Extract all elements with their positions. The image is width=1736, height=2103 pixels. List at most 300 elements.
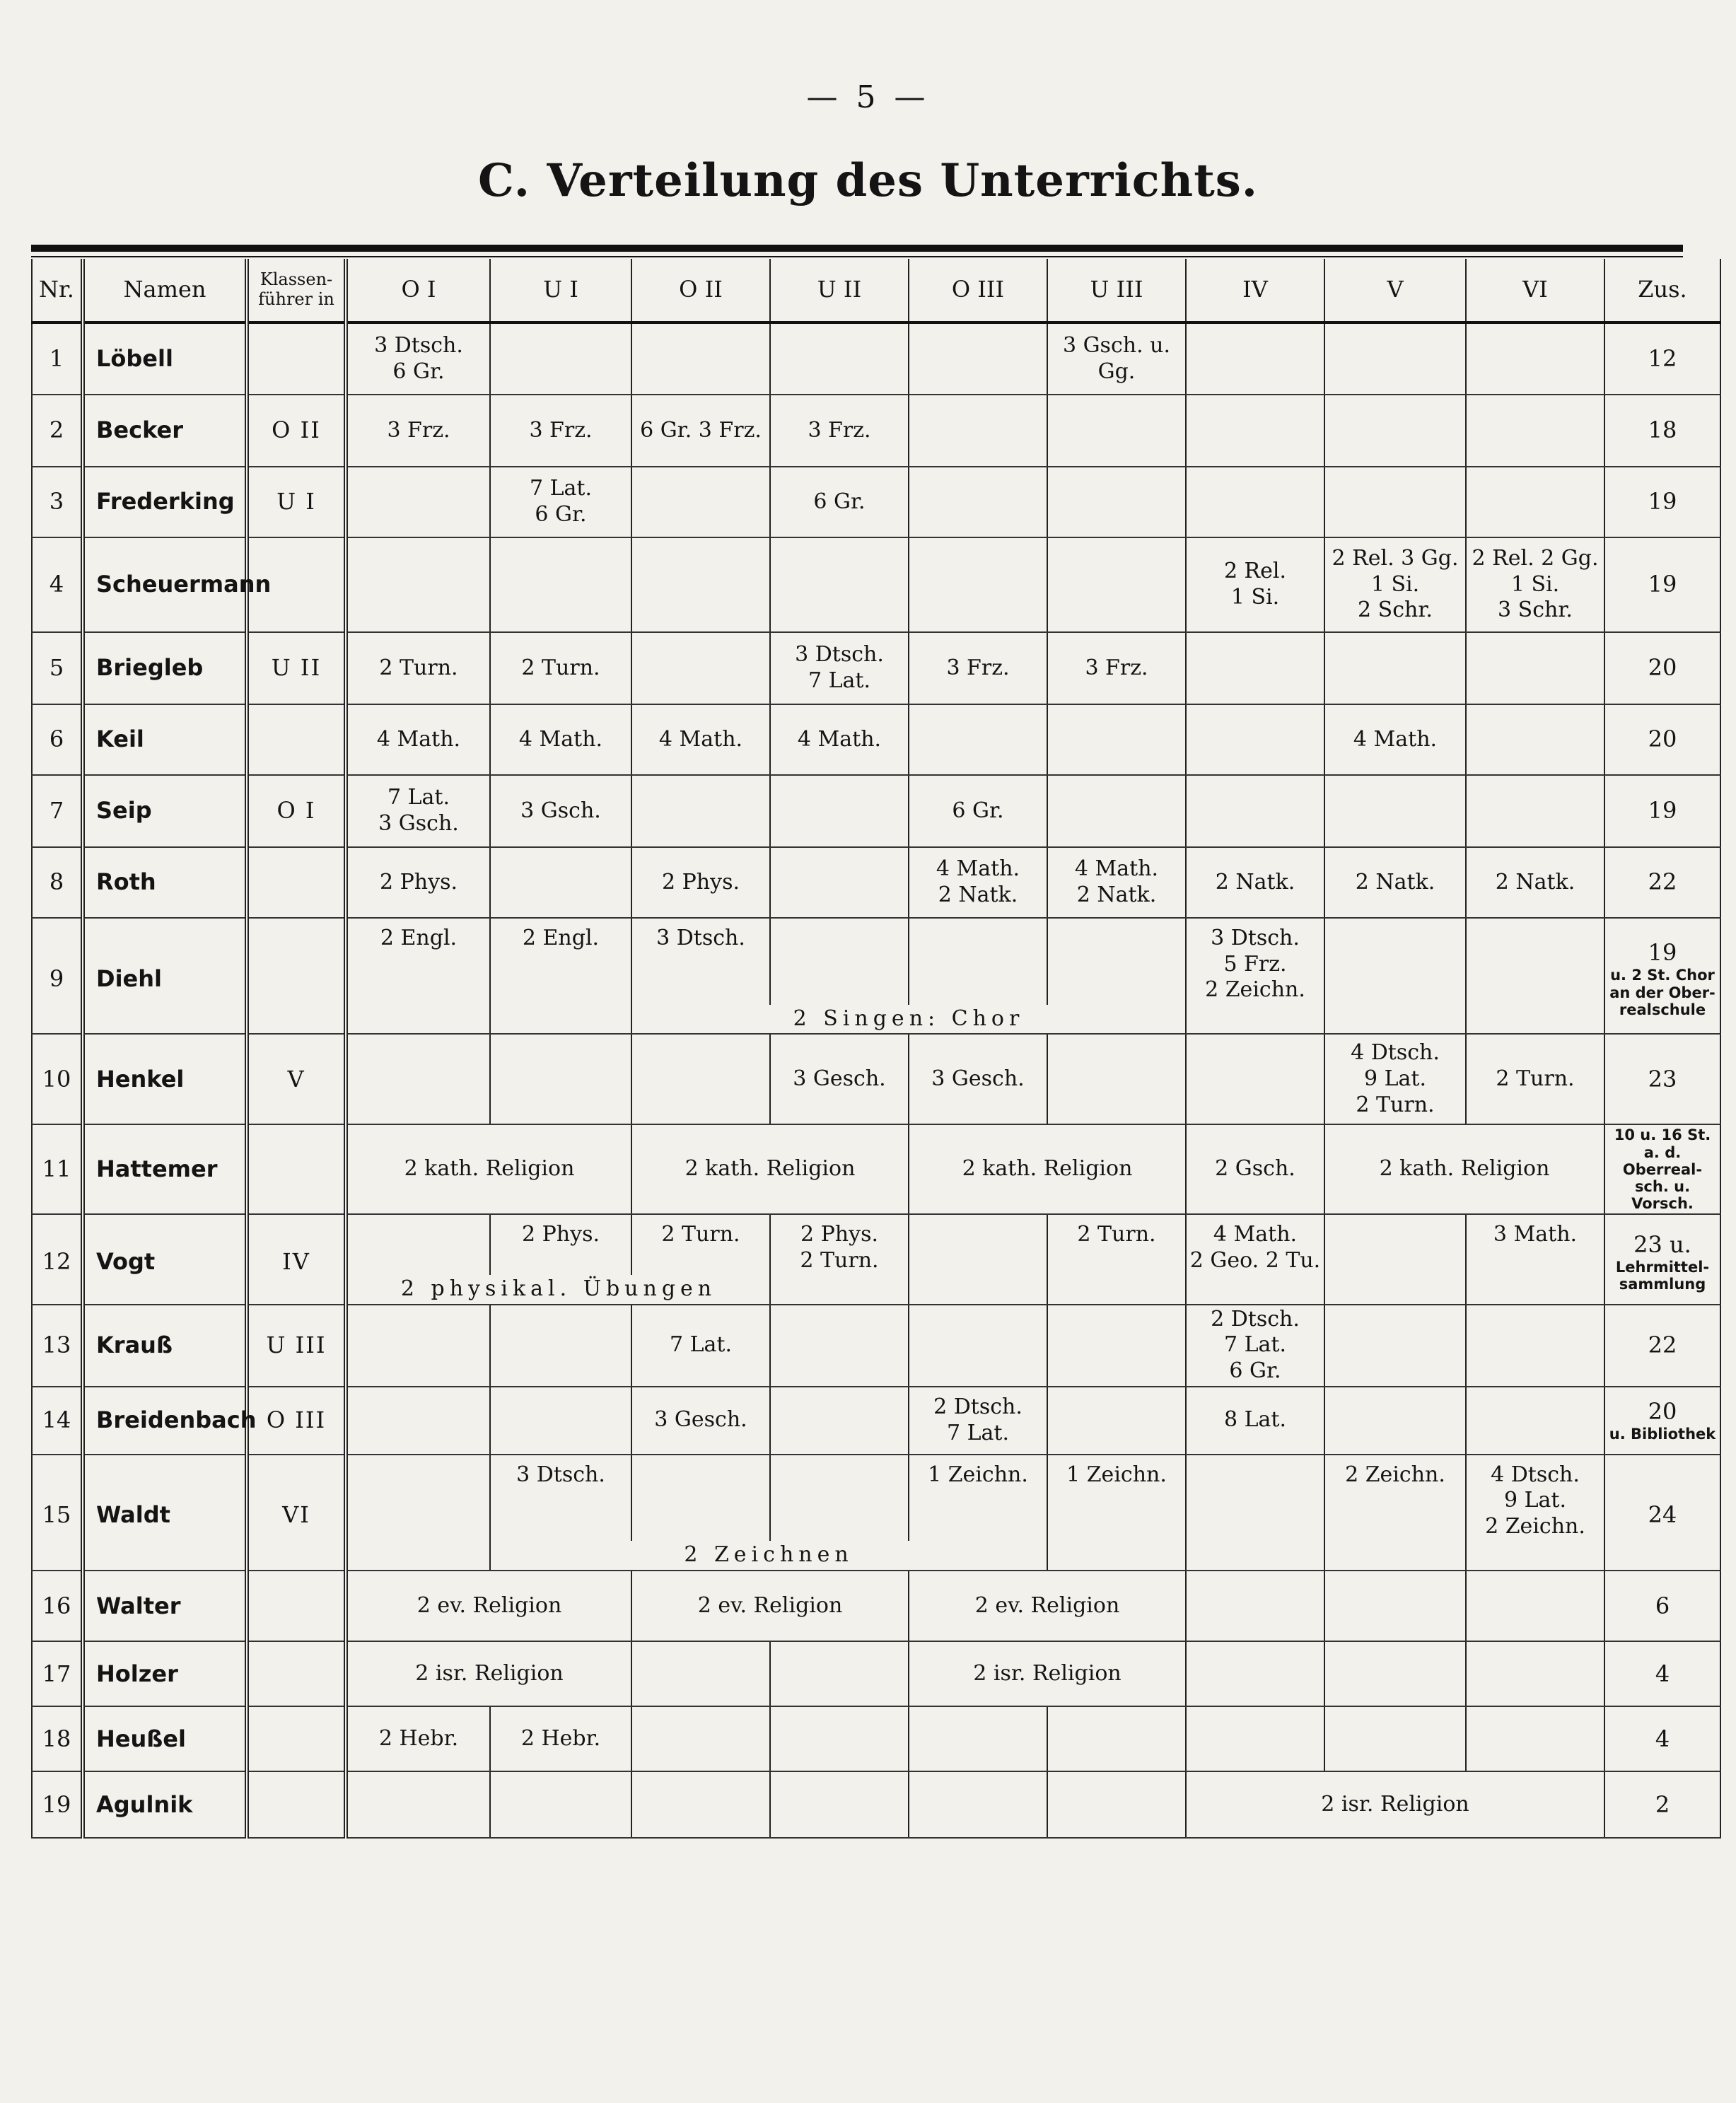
subject-cell xyxy=(770,1771,909,1838)
subject-span-cell: 2 kath. Religion xyxy=(1324,1124,1604,1214)
table-row xyxy=(32,1455,1720,1542)
class-teacher-of: U I xyxy=(247,467,346,537)
header-row xyxy=(32,259,1720,322)
subject-cell-uiii xyxy=(1047,395,1186,467)
subject-cell xyxy=(1186,1571,1324,1641)
teacher-name: Holzer xyxy=(83,1641,247,1706)
subject-cell-vi xyxy=(1466,1706,1604,1771)
teacher-name: Frederking xyxy=(83,467,247,537)
table-row xyxy=(32,918,1720,1005)
subject-cell-v: 2 Rel. 3 Gg. 1 Si. 2 Schr. xyxy=(1324,537,1466,632)
total-value: 4 xyxy=(1655,1725,1670,1752)
class-teacher-of xyxy=(247,1571,346,1641)
subrow-spacer xyxy=(346,1541,490,1571)
table-body xyxy=(32,322,1720,1838)
subject-cell-iv xyxy=(1186,632,1324,704)
subrow-spacer xyxy=(346,1005,490,1035)
row-number: 19 xyxy=(32,1771,83,1838)
subject-cell-uii xyxy=(770,1305,909,1387)
class-teacher-of xyxy=(247,1706,346,1771)
total-value: 18 xyxy=(1648,416,1677,444)
header-oii: O II xyxy=(631,259,770,322)
teacher-name: Roth xyxy=(83,847,247,918)
header-nr: Nr. xyxy=(32,259,83,322)
subject-cell xyxy=(1324,1641,1466,1706)
subject-cell-v: 2 Natk. xyxy=(1324,847,1466,918)
subject-span-cell: 2 kath. Religion xyxy=(631,1124,909,1214)
subject-cell-vi xyxy=(1466,322,1604,395)
subject-cell-vi xyxy=(1466,775,1604,847)
subject-cell-uii xyxy=(770,918,909,1005)
class-teacher-of xyxy=(247,1641,346,1706)
subject-cell-ui xyxy=(490,322,631,395)
total-value: 23 u. xyxy=(1633,1231,1691,1259)
class-teacher-of xyxy=(247,704,346,775)
table-row xyxy=(32,322,1720,395)
subject-cell-oiii: 3 Frz. xyxy=(909,632,1047,704)
subject-span-cell: 2 ev. Religion xyxy=(631,1571,909,1641)
subject-span-cell: 2 isr. Religion xyxy=(909,1641,1186,1706)
table-row xyxy=(32,1771,1720,1838)
total-hours xyxy=(1604,1034,1720,1124)
subject-cell-v xyxy=(1324,322,1466,395)
subject-cell-iv: 2 Rel. 1 Si. xyxy=(1186,537,1324,632)
subject-cell-oi xyxy=(346,1305,490,1387)
total-value: 19 xyxy=(1648,797,1677,825)
teacher-name: Löbell xyxy=(83,322,247,395)
row-number: 14 xyxy=(32,1387,83,1455)
subject-cell-uii xyxy=(770,1387,909,1455)
total-hours xyxy=(1604,1387,1720,1455)
total-hours xyxy=(1604,1455,1720,1571)
subject-cell-ui xyxy=(490,537,631,632)
subject-cell-ui xyxy=(490,847,631,918)
subject-cell-ui xyxy=(490,1387,631,1455)
total-value: 23 xyxy=(1648,1065,1677,1093)
teacher-name: Becker xyxy=(83,395,247,467)
subject-cell-v: 2 Zeichn. xyxy=(1324,1455,1466,1542)
subject-cell-oii xyxy=(631,775,770,847)
total-value: 19 xyxy=(1648,939,1677,967)
subject-cell-vi: 3 Math. xyxy=(1466,1214,1604,1275)
row-number: 12 xyxy=(32,1214,83,1305)
subject-cell xyxy=(1466,1641,1604,1706)
class-teacher-of: O I xyxy=(247,775,346,847)
total-hours xyxy=(1604,632,1720,704)
row-number: 4 xyxy=(32,537,83,632)
subject-cell-oiii xyxy=(909,322,1047,395)
teacher-name: Waldt xyxy=(83,1455,247,1571)
subject-cell-uiii xyxy=(1047,704,1186,775)
subject-span-cell: 2 kath. Religion xyxy=(909,1124,1186,1214)
subject-cell-oiii: 2 Dtsch. 7 Lat. xyxy=(909,1387,1047,1455)
teacher-name: Heußel xyxy=(83,1706,247,1771)
subject-cell-v xyxy=(1324,632,1466,704)
row-number: 16 xyxy=(32,1571,83,1641)
subject-cell-oi: 2 Phys. xyxy=(346,847,490,918)
subject-cell-oi xyxy=(346,1455,490,1542)
total-value: 20 xyxy=(1648,726,1677,753)
subject-cell-oiii xyxy=(909,467,1047,537)
total-note: Lehrmittel-sammlung xyxy=(1615,1259,1710,1293)
subject-cell-oiii: 4 Math. 2 Natk. xyxy=(909,847,1047,918)
subject-cell-ui: 2 Turn. xyxy=(490,632,631,704)
teacher-name: Keil xyxy=(83,704,247,775)
total-hours xyxy=(1604,775,1720,847)
table-row xyxy=(32,847,1720,918)
subject-cell-oii: 3 Dtsch. xyxy=(631,918,770,1005)
class-teacher-of: U III xyxy=(247,1305,346,1387)
subject-span-cell: 2 isr. Religion xyxy=(346,1641,631,1706)
subject-cell-v xyxy=(1324,467,1466,537)
subject-cell xyxy=(1324,1571,1466,1641)
total-hours xyxy=(1604,537,1720,632)
heavy-rule xyxy=(31,245,1683,252)
subject-cell-uiii: 1 Zeichn. xyxy=(1047,1455,1186,1542)
table-row xyxy=(32,1214,1720,1275)
subject-cell-ui: 3 Gsch. xyxy=(490,775,631,847)
page-heading: C. Verteilung des Unterrichts. xyxy=(477,154,1259,207)
subrow-spacer xyxy=(1047,1541,1186,1571)
subject-cell-oi: 2 Engl. xyxy=(346,918,490,1005)
subject-cell-vi xyxy=(1466,1305,1604,1387)
teacher-name: Agulnik xyxy=(83,1771,247,1838)
header-uii: U II xyxy=(770,259,909,322)
subject-cell-oi xyxy=(346,1387,490,1455)
subject-cell-vi: 2 Rel. 2 Gg. 1 Si. 3 Schr. xyxy=(1466,537,1604,632)
subject-span-cell: 2 kath. Religion xyxy=(346,1124,631,1214)
total-hours xyxy=(1604,322,1720,395)
total-value: 12 xyxy=(1648,344,1677,372)
subrow-spacer xyxy=(909,1275,1047,1305)
subject-cell-vi xyxy=(1466,632,1604,704)
subject-cell-oii xyxy=(631,632,770,704)
total-value: 20 xyxy=(1648,1398,1677,1426)
subject-span-cell: 2 isr. Religion xyxy=(1186,1771,1604,1838)
subject-cell-oiii: 6 Gr. xyxy=(909,775,1047,847)
subrow-spacer xyxy=(770,1275,909,1305)
subject-cell-ui: 7 Lat. 6 Gr. xyxy=(490,467,631,537)
total-hours xyxy=(1604,847,1720,918)
subject-cell-oi: 3 Dtsch. 6 Gr. xyxy=(346,322,490,395)
subject-cell-uiii xyxy=(1047,537,1186,632)
subject-cell-vi: 4 Dtsch. 9 Lat. 2 Zeichn. xyxy=(1466,1455,1604,1542)
subject-cell-oii xyxy=(631,537,770,632)
subject-cell-ui: 2 Engl. xyxy=(490,918,631,1005)
header-v: V xyxy=(1324,259,1466,322)
subrow-spacer xyxy=(490,1005,631,1035)
total-value: 19 xyxy=(1648,571,1677,598)
subject-cell-uii: 3 Frz. xyxy=(770,395,909,467)
subject-cell-v xyxy=(1324,395,1466,467)
teacher-name: Krauß xyxy=(83,1305,247,1387)
total-hours xyxy=(1604,704,1720,775)
subject-cell xyxy=(1466,1571,1604,1641)
subject-cell-oi xyxy=(346,537,490,632)
subject-cell-oi xyxy=(346,467,490,537)
table-row xyxy=(32,775,1720,847)
subject-cell-v: 4 Dtsch. 9 Lat. 2 Turn. xyxy=(1324,1034,1466,1124)
subject-cell-oiii xyxy=(909,704,1047,775)
teacher-name: Seip xyxy=(83,775,247,847)
total-value: 20 xyxy=(1648,654,1677,682)
teacher-name: Breidenbach xyxy=(83,1387,247,1455)
subject-cell-uiii xyxy=(1047,775,1186,847)
subject-cell-oiii: 3 Gesch. xyxy=(909,1034,1047,1124)
table-row xyxy=(32,467,1720,537)
subject-cell-vi xyxy=(1466,395,1604,467)
total-value: 19 xyxy=(1648,488,1677,515)
subject-cell-oii: 4 Math. xyxy=(631,704,770,775)
subject-cell-oii: 7 Lat. xyxy=(631,1305,770,1387)
header-oiii: O III xyxy=(909,259,1047,322)
subject-cell-oi: 7 Lat. 3 Gsch. xyxy=(346,775,490,847)
header-vi: VI xyxy=(1466,259,1604,322)
subject-cell-uii xyxy=(770,775,909,847)
subject-cell-v xyxy=(1324,1214,1466,1275)
thin-rule xyxy=(31,256,1683,257)
subject-cell-uii xyxy=(770,537,909,632)
subject-cell-uiii xyxy=(1047,1034,1186,1124)
subject-cell-uii: 3 Dtsch. 7 Lat. xyxy=(770,632,909,704)
teacher-name: Henkel xyxy=(83,1034,247,1124)
subject-cell-vi xyxy=(1466,1387,1604,1455)
subject-cell-oii xyxy=(631,1455,770,1542)
row-number: 8 xyxy=(32,847,83,918)
subject-cell xyxy=(490,1771,631,1838)
row-number: 3 xyxy=(32,467,83,537)
subject-cell xyxy=(770,1641,909,1706)
subject-cell-oi: 2 Hebr. xyxy=(346,1706,490,1771)
class-teacher-of: O III xyxy=(247,1387,346,1455)
subject-cell xyxy=(909,1771,1047,1838)
subject-cell-oiii xyxy=(909,1305,1047,1387)
total-hours xyxy=(1604,1641,1720,1706)
row-number: 13 xyxy=(32,1305,83,1387)
header-oi: O I xyxy=(346,259,490,322)
subrow-spacer xyxy=(1466,1541,1604,1571)
subject-cell-uii xyxy=(770,322,909,395)
subject-cell xyxy=(631,1641,770,1706)
subject-cell-oi xyxy=(346,1034,490,1124)
subrow-spacer xyxy=(1324,1275,1466,1305)
subject-cell-ui: 4 Math. xyxy=(490,704,631,775)
total-hours xyxy=(1604,1571,1720,1641)
subject-cell-oi: 2 Turn. xyxy=(346,632,490,704)
subject-cell-uii xyxy=(770,1455,909,1542)
table-row xyxy=(32,1387,1720,1455)
subject-cell-oii xyxy=(631,322,770,395)
subject-cell-uiii xyxy=(1047,1706,1186,1771)
row-number: 6 xyxy=(32,704,83,775)
subject-cell-uii xyxy=(770,847,909,918)
subject-cell-uiii xyxy=(1047,918,1186,1005)
subject-span-cell: 2 ev. Religion xyxy=(346,1571,631,1641)
spanning-subject: 2 Singen: Chor xyxy=(631,1005,1186,1035)
subject-cell-ui: 3 Frz. xyxy=(490,395,631,467)
class-teacher-of xyxy=(247,918,346,1034)
subject-cell-oii: 2 Phys. xyxy=(631,847,770,918)
total-hours xyxy=(1604,1706,1720,1771)
class-teacher-of: U II xyxy=(247,632,346,704)
subject-cell-oiii xyxy=(909,918,1047,1005)
teacher-name: Vogt xyxy=(83,1214,247,1305)
teacher-name: Walter xyxy=(83,1571,247,1641)
total-hours xyxy=(1604,918,1720,1034)
table-row xyxy=(32,1641,1720,1706)
subject-cell-uiii: 3 Frz. xyxy=(1047,632,1186,704)
header-klassenfuehrer: Klassen-führer in xyxy=(247,259,346,322)
class-teacher-of xyxy=(247,847,346,918)
subject-cell-oi: 4 Math. xyxy=(346,704,490,775)
header-ui: U I xyxy=(490,259,631,322)
subject-cell-vi: 2 Turn. xyxy=(1466,1034,1604,1124)
class-teacher-of xyxy=(247,1124,346,1214)
subject-cell-uiii xyxy=(1047,1387,1186,1455)
subject-cell-v: 4 Math. xyxy=(1324,704,1466,775)
subject-cell-uii: 2 Phys. 2 Turn. xyxy=(770,1214,909,1275)
subject-cell-iv: 8 Lat. xyxy=(1186,1387,1324,1455)
row-number: 1 xyxy=(32,322,83,395)
subject-cell-uii: 6 Gr. xyxy=(770,467,909,537)
subject-cell-iv xyxy=(1186,395,1324,467)
subject-cell-v xyxy=(1324,1387,1466,1455)
subject-cell xyxy=(1047,1771,1186,1838)
total-value: 4 xyxy=(1655,1660,1670,1687)
class-teacher-of xyxy=(247,1771,346,1838)
subject-cell-oiii xyxy=(909,537,1047,632)
total-hours xyxy=(1604,1124,1720,1214)
subject-cell-oi xyxy=(346,1214,490,1275)
subject-cell xyxy=(631,1771,770,1838)
table-row xyxy=(32,1305,1720,1387)
subject-cell xyxy=(1186,1641,1324,1706)
subject-cell-oii: 3 Gesch. xyxy=(631,1387,770,1455)
distribution-table xyxy=(31,259,1721,1839)
subject-cell-ui xyxy=(490,1034,631,1124)
spanning-subject: 2 physikal. Übungen xyxy=(346,1275,770,1305)
spanning-subject: 2 Zeichnen xyxy=(490,1541,1047,1571)
teacher-name: Hattemer xyxy=(83,1124,247,1214)
class-teacher-of: O II xyxy=(247,395,346,467)
header-uiii: U III xyxy=(1047,259,1186,322)
table-row xyxy=(32,1706,1720,1771)
table-row xyxy=(32,704,1720,775)
subrow-spacer xyxy=(1466,1005,1604,1035)
subject-cell-uii: 3 Gesch. xyxy=(770,1034,909,1124)
class-teacher-of: VI xyxy=(247,1455,346,1571)
subject-cell-v xyxy=(1324,918,1466,1005)
subject-span-cell: 2 ev. Religion xyxy=(909,1571,1186,1641)
total-hours xyxy=(1604,467,1720,537)
table-row xyxy=(32,1124,1720,1214)
subject-cell-oiii: 1 Zeichn. xyxy=(909,1455,1047,1542)
total-value: 22 xyxy=(1648,868,1677,896)
subrow-spacer xyxy=(1186,1275,1324,1305)
total-value: 22 xyxy=(1648,1332,1677,1359)
subject-cell-uiii: 3 Gsch. u. Gg. xyxy=(1047,322,1186,395)
subject-cell-iv: 3 Dtsch. 5 Frz. 2 Zeichn. xyxy=(1186,918,1324,1005)
total-value: 6 xyxy=(1655,1592,1670,1619)
total-note: u. Bibliothek xyxy=(1609,1426,1716,1443)
subrow-spacer xyxy=(1047,1275,1186,1305)
subject-span-cell: 2 Gsch. xyxy=(1186,1124,1324,1214)
header-iv: IV xyxy=(1186,259,1324,322)
subject-cell-oii: 6 Gr. 3 Frz. xyxy=(631,395,770,467)
subject-cell-iv: 2 Dtsch. 7 Lat. 6 Gr. xyxy=(1186,1305,1324,1387)
row-number: 5 xyxy=(32,632,83,704)
total-value: 24 xyxy=(1648,1501,1677,1529)
subject-cell-uiii: 2 Turn. xyxy=(1047,1214,1186,1275)
subject-cell-uii: 4 Math. xyxy=(770,704,909,775)
total-hours xyxy=(1604,1305,1720,1387)
subject-cell-ui: 2 Phys. xyxy=(490,1214,631,1275)
total-hours xyxy=(1604,1771,1720,1838)
subject-cell-oii xyxy=(631,1706,770,1771)
class-teacher-of xyxy=(247,322,346,395)
teacher-name: Scheuermann xyxy=(83,537,247,632)
subrow-spacer xyxy=(1324,1005,1466,1035)
subject-cell-oii xyxy=(631,1034,770,1124)
subject-cell-ui: 3 Dtsch. xyxy=(490,1455,631,1542)
total-note: 10 u. 16 St. a. d. Oberreal-sch. u. Vorsch. xyxy=(1614,1126,1711,1212)
subject-cell-iv: 4 Math. 2 Geo. 2 Tu. xyxy=(1186,1214,1324,1275)
row-number: 10 xyxy=(32,1034,83,1124)
header-name: Namen xyxy=(83,259,247,322)
subject-cell-uiii: 4 Math. 2 Natk. xyxy=(1047,847,1186,918)
subject-cell-iv xyxy=(1186,322,1324,395)
row-number: 7 xyxy=(32,775,83,847)
subrow-spacer xyxy=(1186,1541,1324,1571)
row-number: 17 xyxy=(32,1641,83,1706)
subject-cell-ui xyxy=(490,1305,631,1387)
subject-cell-v xyxy=(1324,1706,1466,1771)
row-number: 18 xyxy=(32,1706,83,1771)
row-number: 2 xyxy=(32,395,83,467)
subject-cell-vi xyxy=(1466,704,1604,775)
table-row xyxy=(32,1034,1720,1124)
subject-cell-oii: 2 Turn. xyxy=(631,1214,770,1275)
subject-cell-iv xyxy=(1186,467,1324,537)
row-number: 11 xyxy=(32,1124,83,1214)
subrow-spacer xyxy=(1466,1275,1604,1305)
subject-cell-oiii xyxy=(909,1706,1047,1771)
class-teacher-of: V xyxy=(247,1034,346,1124)
table-row xyxy=(32,395,1720,467)
total-hours xyxy=(1604,395,1720,467)
teacher-name: Briegleb xyxy=(83,632,247,704)
subject-cell-uiii xyxy=(1047,1305,1186,1387)
subject-cell-uii xyxy=(770,1706,909,1771)
row-number: 15 xyxy=(32,1455,83,1571)
total-note: u. 2 St. Chor an der Ober-realschule xyxy=(1609,967,1715,1018)
subject-cell-oiii xyxy=(909,395,1047,467)
page-number: — 5 — xyxy=(806,79,930,115)
total-hours xyxy=(1604,1214,1720,1305)
subrow-spacer xyxy=(1324,1541,1466,1571)
subject-cell-iv xyxy=(1186,1455,1324,1542)
subject-cell-oiii xyxy=(909,1214,1047,1275)
subject-cell-v xyxy=(1324,775,1466,847)
header-total: Zus. xyxy=(1604,259,1720,322)
subject-cell-vi xyxy=(1466,918,1604,1005)
subject-cell-iv xyxy=(1186,775,1324,847)
subject-cell-v xyxy=(1324,1305,1466,1387)
subject-cell-iv xyxy=(1186,1706,1324,1771)
teacher-name: Diehl xyxy=(83,918,247,1034)
subrow-spacer xyxy=(1186,1005,1324,1035)
row-number: 9 xyxy=(32,918,83,1034)
